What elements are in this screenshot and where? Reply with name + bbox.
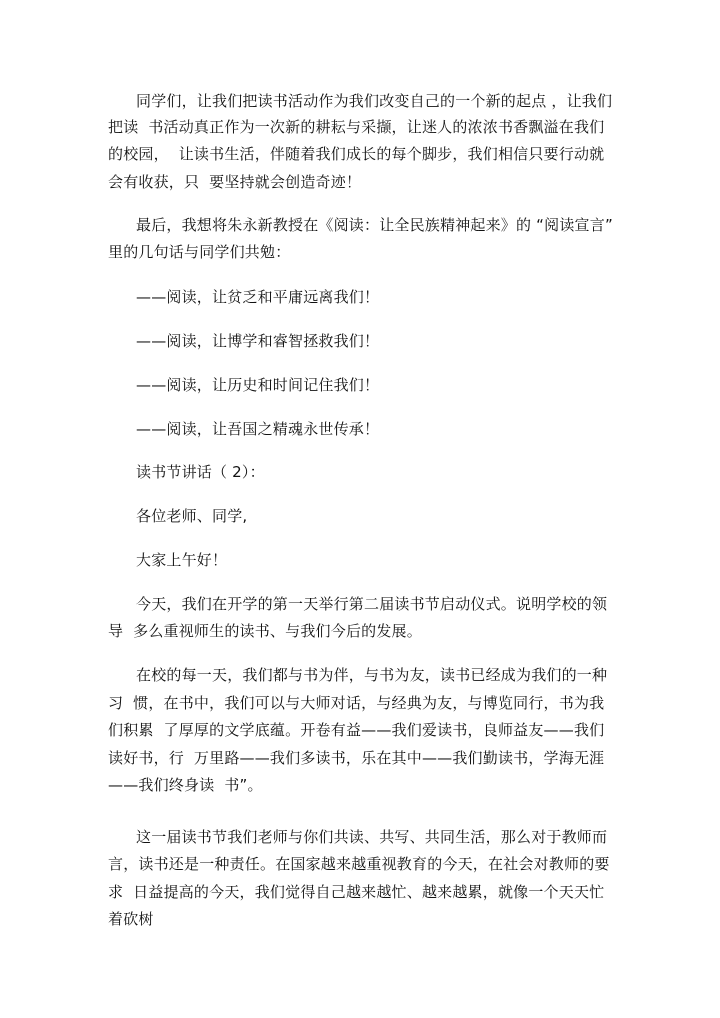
salutation: 各位老师、同学, — [136, 507, 248, 525]
reading-declaration-4: ——阅读，让吾国之精魂永世传承！ — [136, 420, 380, 438]
paragraph-9-line-0: 今天，我们在开学的第一天举行第二届读书节启动仪式。说明学校的领 — [136, 595, 608, 613]
reading-declaration-2: ——阅读，让博学和睿智拯救我们！ — [136, 332, 380, 350]
greeting: 大家上午好！ — [136, 551, 228, 569]
paragraph-9-line-1: 导 多么重视师生的读书、与我们今后的发展。 — [108, 622, 422, 640]
section-heading: 读书节讲话（ 2）： — [136, 463, 265, 481]
paragraph-11-line-1: 言，读书还是一种责任。在国家越来越重视教育的今天，在社会对教师的要 — [108, 855, 610, 873]
paragraph-10-line-3: 读好书，行 万里路——我们多读书，乐在其中——我们勤读书，学海无涯 — [108, 749, 605, 767]
paragraph-10-line-0: 在校的每一天，我们都与书为伴，与书为友，读书已经成为我们的一种 — [136, 666, 608, 684]
paragraph-11-line-2: 求 日益提高的今天，我们觉得自己越来越忙、越来越累，就像一个天天忙 — [108, 883, 605, 901]
reading-declaration-1: ——阅读，让贫乏和平庸远离我们！ — [136, 288, 380, 306]
paragraph-1-line-0: 最后，我想将朱永新教授在《阅读：让全民族精神起来》的 “阅读宣言” — [136, 216, 613, 234]
paragraph-0-line-0: 同学们，让我们把读书活动作为我们改变自己的一个新的起点 ，让我们 — [136, 92, 613, 110]
paragraph-10-line-2: 们积累 了厚厚的文学底蕴。开卷有益——我们爱读书，良师益友——我们 — [108, 721, 605, 739]
paragraph-10-line-4: ——我们终身读 书”。 — [108, 776, 263, 794]
paragraph-0-line-2: 的校园， 让读书生活，伴随着我们成长的每个脚步，我们相信只要行动就 — [108, 145, 605, 163]
paragraph-11-line-0: 这一届读书节我们老师与你们共读、共写、共同生活，那么对于教师而 — [136, 828, 608, 846]
reading-declaration-3: ——阅读，让历史和时间记住我们！ — [136, 376, 380, 394]
paragraph-0-line-3: 会有收获，只 要坚持就会创造奇迹！ — [108, 173, 362, 191]
paragraph-1-line-1: 里的几句话与同学们共勉： — [108, 243, 291, 261]
paragraph-0-line-1: 把读 书活动真正作为一次新的耕耘与采撷，让迷人的浓浓书香飘溢在我们 — [108, 118, 605, 136]
paragraph-11-line-3: 着砍树 — [108, 910, 154, 928]
paragraph-10-line-1: 习 惯，在书中，我们可以与大师对话，与经典为友，与博览同行，书为我 — [108, 694, 605, 712]
